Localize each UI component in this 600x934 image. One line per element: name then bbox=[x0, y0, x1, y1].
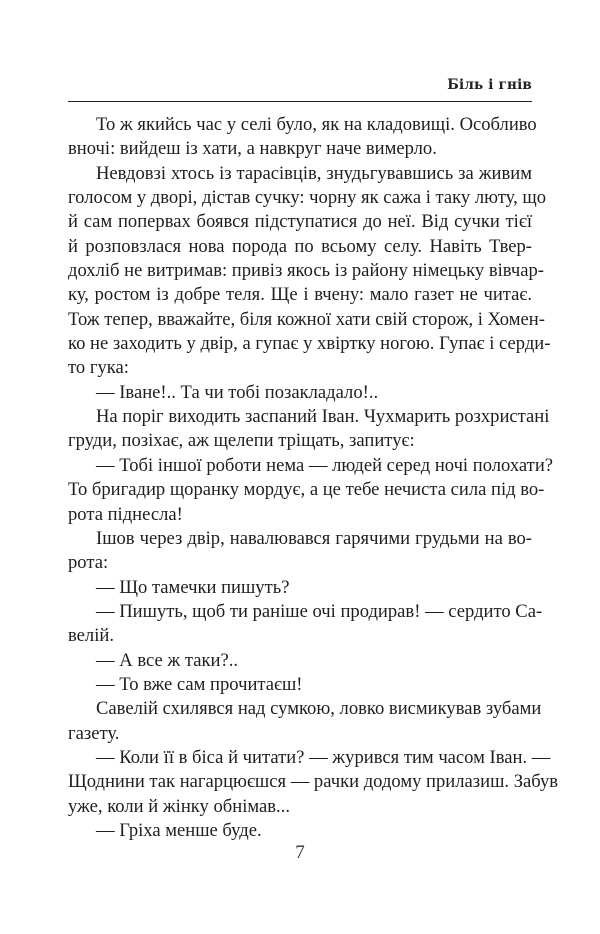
text-line: — А все ж таки?.. bbox=[96, 649, 239, 671]
text-line: дохліб не витримав: привіз якось із району німецьку вівчар- bbox=[68, 260, 544, 282]
text-line: — Коли її в біса й читати? — журився тим часом Іван. — bbox=[96, 746, 551, 768]
text-line: й розповзлася нова порода по всьому селу. Навіть Твер- bbox=[68, 235, 532, 257]
text-line: й сам попервах боявся підступатися до неї. Від сучки тієї bbox=[68, 211, 532, 233]
text-line: рота: bbox=[68, 552, 109, 574]
text-line: вночі: вийдеш із хати, а навкруг наче вимерло. bbox=[68, 138, 437, 160]
text-line: — Іване!.. Та чи тобі позакладало!.. bbox=[96, 381, 379, 403]
text-line: Невдовзі хтось із тарасівців, знудьгувавшись за живим bbox=[96, 162, 532, 184]
text-line: голосом у дворі, дістав сучку: чорну як сажа і таку люту, що bbox=[68, 187, 547, 209]
text-line: То бригадир щоранку мордує, а це тебе нечиста сила під во- bbox=[68, 479, 545, 501]
text-line: — То вже сам прочитаєш! bbox=[96, 673, 303, 695]
body-text bbox=[68, 113, 559, 843]
text-line: ко не заходить у двір, а гупає у хвіртку ногою. Гупає і серди- bbox=[68, 333, 551, 355]
text-line: — Тобі іншої роботи нема — людей серед ночі полохати? bbox=[96, 454, 554, 476]
running-title: Біль і гнів bbox=[447, 77, 532, 93]
text-line: На поріг виходить заспаний Іван. Чухмарить розхристані bbox=[96, 406, 550, 428]
text-line: — Гріха менше буде. bbox=[96, 819, 262, 841]
text-line: Савелій схилявся над сумкою, ловко висмикував зубами bbox=[96, 698, 542, 720]
text-line: Щоднини так нагарцюєшся — рачки додому прилазиш. Забув bbox=[68, 771, 559, 793]
text-line: ку, ростом із добре теля. Ще і вчену: мало газет не читає. bbox=[68, 284, 532, 306]
text-line: То ж якийсь час у селі було, як на кладовищі. Особливо bbox=[96, 114, 537, 135]
text-line: Тож тепер, вважайте, біля кожної хати свій сторож, і Хомен- bbox=[68, 308, 545, 330]
text-line: уже, коли й жінку обнімав... bbox=[68, 795, 290, 817]
text-line: Ішов через двір, навалювався гарячими грудьми на во- bbox=[96, 527, 532, 549]
text-line: велій. bbox=[68, 625, 114, 647]
text-line: рота піднесла! bbox=[68, 503, 183, 525]
text-line: — Що тамечки пишуть? bbox=[96, 576, 290, 598]
text-line: — Пишуть, щоб ти раніше очі продирав! — сердито Са- bbox=[96, 600, 543, 622]
text-line: то гука: bbox=[68, 357, 129, 379]
text-line: груди, позіхає, аж щелепи тріщать, запитує: bbox=[68, 430, 415, 452]
page-number: 7 bbox=[295, 842, 305, 863]
text-line: газету. bbox=[68, 722, 120, 744]
running-head bbox=[68, 74, 532, 102]
